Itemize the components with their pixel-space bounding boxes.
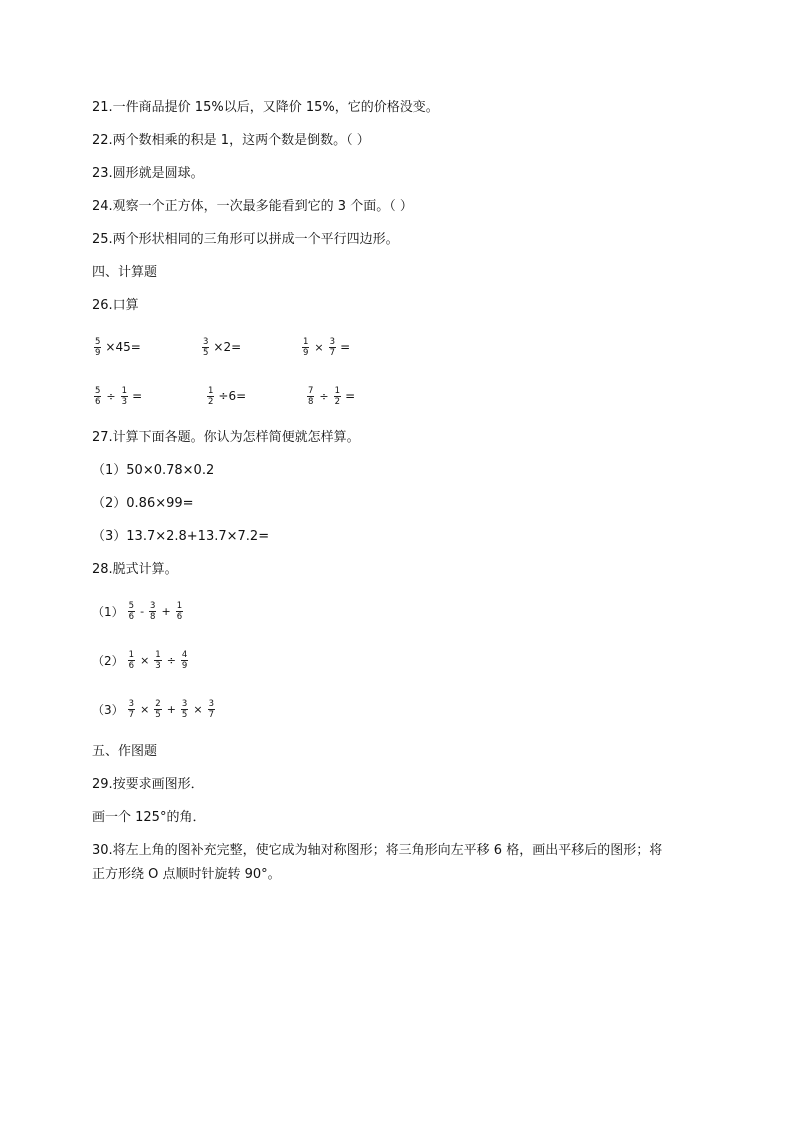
oral-calc-r2c3: $\frac{7}{8}$ ÷ $\frac{1}{2}$ = [308,385,356,407]
question-27-part-3: （3）13.7×2.8+13.7×7.2= [92,529,270,544]
fraction: $\frac{7}{8}$ [308,385,314,407]
fraction: $\frac{5}{6}$ [128,600,135,622]
question-24: 24.观察一个正方体，一次最多能看到它的 3 个面。（ ） [92,199,413,214]
fraction: $\frac{1}{2}$ [208,385,214,407]
question-25: 25.两个形状相同的三角形可以拼成一个平行四边形。 [92,232,399,247]
question-28-expr-2: （2） $\frac{1}{6}$ × $\frac{1}{3}$ ÷ $\frac{4}{9}$ [92,649,188,671]
question-28-title: 28.脱式计算。 [92,562,178,577]
fraction: $\frac{1}{9}$ [303,336,309,358]
section-heading-calculation: 四、计算题 [92,265,158,280]
fraction: $\frac{4}{9}$ [181,649,188,671]
oral-calc-r1c2: $\frac{3}{5}$ ×2= [203,336,242,358]
question-30-line-2: 正方形绕 O 点顺时针旋转 90°。 [92,867,281,882]
question-22: 22.两个数相乘的积是 1，这两个数是倒数。（ ） [92,133,370,148]
fraction: $\frac{3}{5}$ [181,698,188,720]
question-21: 21.一件商品提价 15%以后，又降价 15%，它的价格没变。 [92,100,439,115]
question-28-expr-1: （1） $\frac{5}{6}$ - $\frac{3}{8}$ + $\frac{1}{6}$ [92,600,183,622]
fraction: $\frac{1}{3}$ [155,649,161,671]
question-27-title: 27.计算下面各题。你认为怎样简便就怎样算。 [92,430,360,445]
question-28-expr-3: （3） $\frac{3}{7}$ × $\frac{2}{5}$ + $\frac{3}{5}$ × $\frac{3}{7}$ [92,698,214,720]
question-29-title: 29.按要求画图形． [92,777,204,792]
fraction: $\frac{3}{7}$ [128,698,135,720]
question-29-text: 画一个 125°的角． [92,810,206,825]
oral-calc-r1c1: $\frac{5}{9}$ ×45= [95,336,141,358]
fraction: $\frac{1}{6}$ [176,600,183,622]
fraction: $\frac{2}{5}$ [155,698,161,720]
fraction: $\frac{3}{8}$ [150,600,156,622]
question-30-line-1: 30.将左上角的图补充完整，使它成为轴对称图形；将三角形向左平移 6 格，画出平移后的图形；将 [92,843,663,858]
question-26-title: 26.口算 [92,298,139,313]
question-27-part-2: （2）0.86×99= [92,496,194,511]
section-heading-drawing: 五、作图题 [92,744,158,759]
question-23: 23.圆形就是圆球。 [92,166,204,181]
fraction: $\frac{5}{9}$ [95,336,101,358]
fraction: $\frac{3}{7}$ [329,336,336,358]
fraction: $\frac{3}{5}$ [203,336,209,358]
question-27-part-1: （1）50×0.78×0.2 [92,463,215,478]
oral-calc-r2c2: $\frac{1}{2}$ ÷6= [208,385,247,407]
fraction: $\frac{1}{3}$ [121,385,128,407]
fraction: $\frac{3}{7}$ [208,698,214,720]
fraction: $\frac{1}{6}$ [128,649,135,671]
oral-calc-r1c3: $\frac{1}{9}$ × $\frac{3}{7}$ = [303,336,351,358]
fraction: $\frac{5}{6}$ [95,385,101,407]
fraction: $\frac{1}{2}$ [334,385,341,407]
oral-calc-r2c1: $\frac{5}{6}$ ÷ $\frac{1}{3}$ = [95,385,143,407]
